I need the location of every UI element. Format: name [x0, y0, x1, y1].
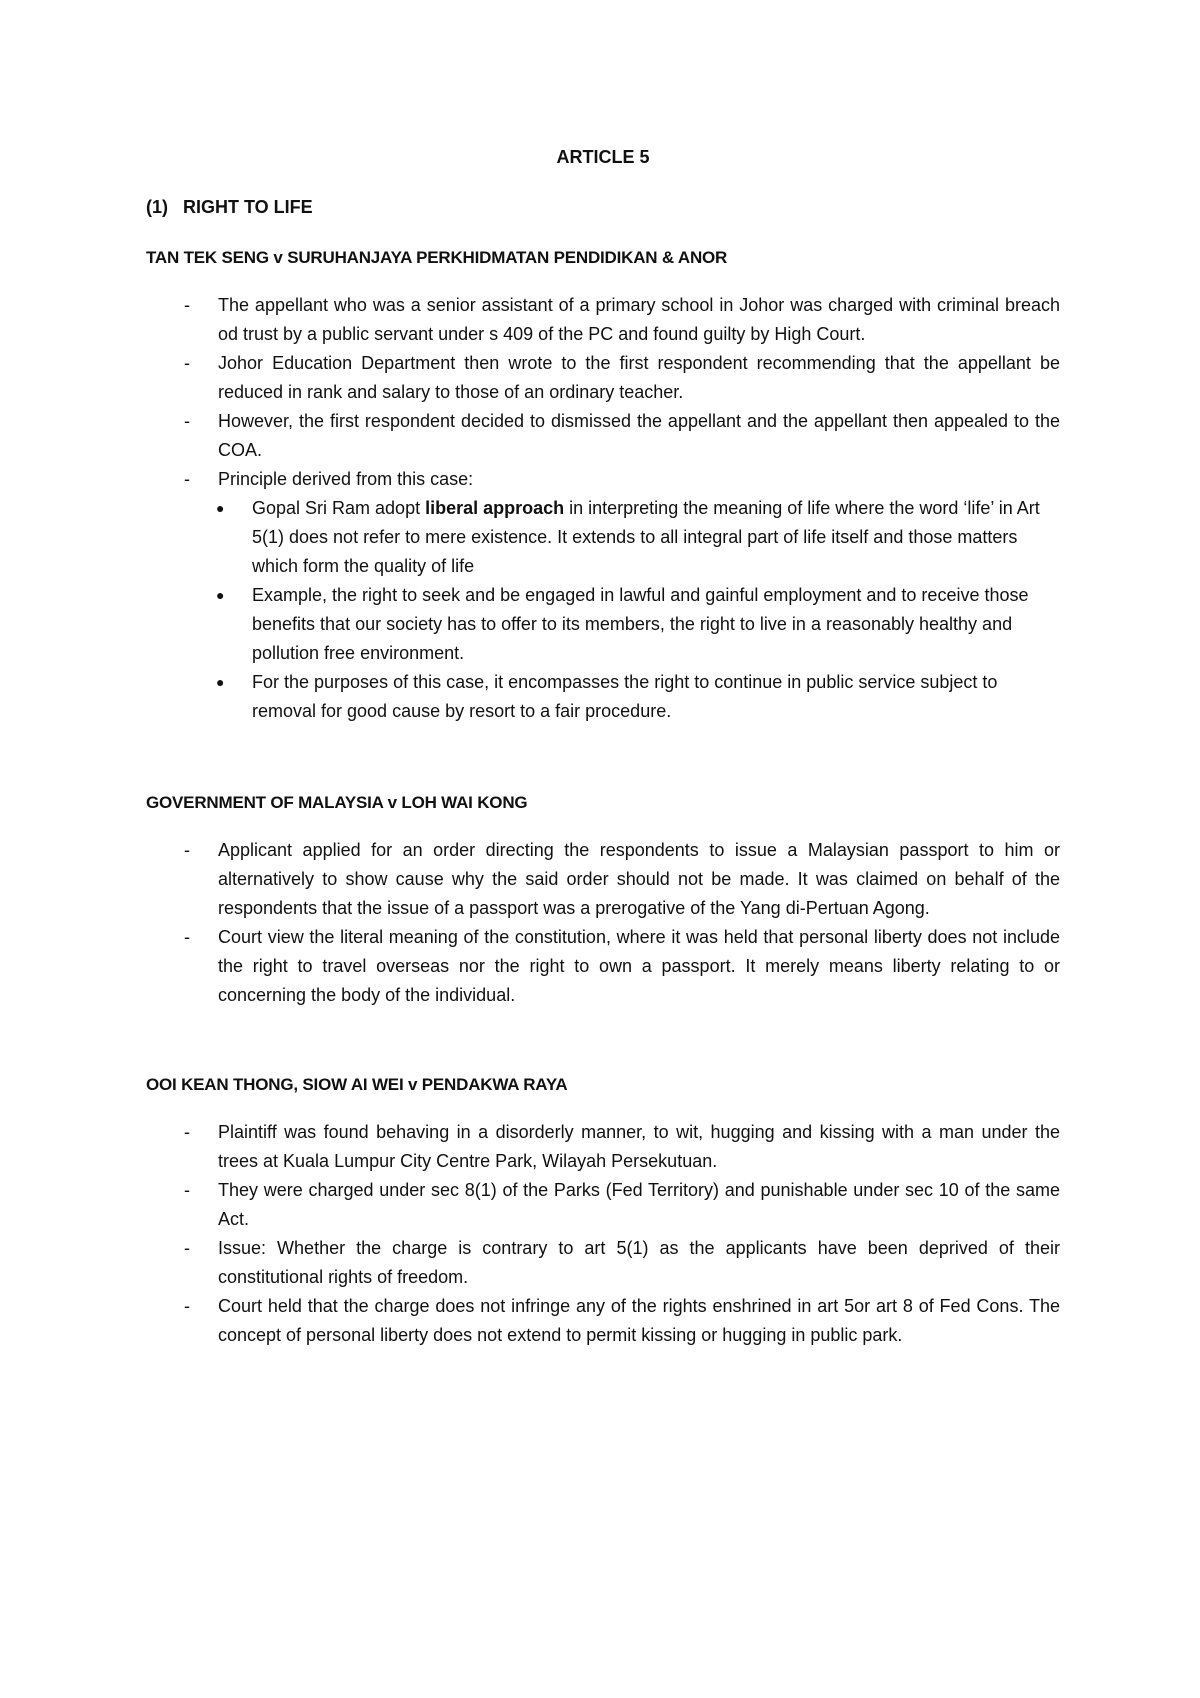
case-points-list	[146, 291, 1060, 494]
section-heading	[146, 193, 1060, 222]
dash-marker: -	[184, 1122, 190, 1142]
case-point	[146, 836, 1060, 923]
case-point-text: Issue: Whether the charge is contrary to art 5(1) as the applicants have been deprived of their constitutional rights of freedom.	[218, 1238, 1060, 1287]
principles-list	[216, 494, 1060, 726]
case-point-text: They were charged under sec 8(1) of the Parks (Fed Territory) and punishable under sec 10 of the same Act.	[218, 1180, 1060, 1229]
principles-wrapper	[146, 494, 1060, 726]
principle-text: For the purposes of this case, it encompasses the right to continue in public service subject to removal for good cause by resort to a fair procedure.	[252, 672, 998, 721]
principle-emphasis: liberal approach	[425, 498, 565, 518]
bullet-marker: ●	[216, 500, 225, 516]
dash-marker: -	[184, 927, 190, 947]
case-point	[146, 1234, 1060, 1292]
case-tan-tek-seng	[146, 243, 1060, 726]
dash-marker: -	[184, 353, 190, 373]
case-point	[146, 923, 1060, 1010]
case-point	[146, 1118, 1060, 1176]
dash-marker: -	[184, 1180, 190, 1200]
case-point	[146, 1176, 1060, 1234]
case-point-text: Johor Education Department then wrote to the first respondent recommending that the appellant be reduced in rank and salary to those of an ordinary teacher.	[218, 353, 1060, 402]
bullet-marker: ●	[216, 674, 225, 690]
case-points-list	[146, 1118, 1060, 1350]
principle-text: Example, the right to seek and be engaged in lawful and gainful employment and to receive those benefits that our society has to offer to its members, the right to live in a reasonably healthy and pollution free environment.	[252, 585, 1029, 663]
dash-marker: -	[184, 295, 190, 315]
case-point-text: The appellant who was a senior assistant of a primary school in Johor was charged with criminal breach od trust by a public servant under s 409 of the PC and found guilty by High Court.	[218, 295, 1060, 344]
case-point-text: Court view the literal meaning of the constitution, where it was held that personal liberty does not include the right to travel overseas nor the right to own a passport. It merely means liberty relating to or concerning the body of the individual.	[218, 927, 1060, 1005]
bullet-marker: ●	[216, 587, 225, 603]
dash-marker: -	[184, 840, 190, 860]
case-point	[146, 291, 1060, 349]
document-title: ARTICLE 5	[556, 147, 650, 167]
case-point-text: Applicant applied for an order directing the respondents to issue a Malaysian passport to him or alternatively to show cause why the said order should not be made. It was claimed on behalf of the respondents that the issue of a passport was a prerogative of the Yang di-Pertuan Agong.	[218, 840, 1060, 918]
dash-marker: -	[184, 1238, 190, 1258]
principle-text-start: Gopal Sri Ram adopt	[252, 498, 426, 518]
document-body	[146, 143, 1060, 1412]
dash-marker: -	[184, 411, 190, 431]
principle-item	[216, 494, 1060, 581]
principle-text-end: in interpreting the meaning of life where the word ‘life’ in Art 5(1) does not refer to mere existence. It extends to all integral part of life itself and those matters which form the quality of life	[252, 498, 1040, 576]
case-point	[146, 1292, 1060, 1350]
case-point-text: Plaintiff was found behaving in a disorderly manner, to wit, hugging and kissing with a man under the trees at Kuala Lumpur City Centre Park, Wilayah Persekutuan.	[218, 1122, 1060, 1171]
case-title: TAN TEK SENG v SURUHANJAYA PERKHIDMATAN PENDIDIKAN & ANOR	[146, 248, 728, 267]
principle-item	[216, 668, 1060, 726]
case-title: OOI KEAN THONG, SIOW AI WEI v PENDAKWA RAYA	[146, 1075, 568, 1094]
principle-item	[216, 581, 1060, 668]
section-label: RIGHT TO LIFE	[183, 197, 313, 217]
dash-marker: -	[184, 1296, 190, 1316]
case-points-list	[146, 836, 1060, 1010]
case-point	[146, 465, 1060, 494]
case-point	[146, 349, 1060, 407]
case-ooi-kean-thong	[146, 1070, 1060, 1350]
case-title: GOVERNMENT OF MALAYSIA v LOH WAI KONG	[146, 793, 528, 812]
case-point-text: Court held that the charge does not infringe any of the rights enshrined in art 5or art 8 of Fed Cons. The concept of personal liberty does not extend to permit kissing or hugging in public park.	[218, 1296, 1060, 1345]
case-point-text: Principle derived from this case:	[218, 469, 474, 489]
section-number: (1)	[146, 197, 168, 217]
case-point	[146, 407, 1060, 465]
case-loh-wai-kong	[146, 788, 1060, 1010]
dash-marker: -	[184, 469, 190, 489]
case-point-text: However, the first respondent decided to dismissed the appellant and the appellant then appealed to the COA.	[218, 411, 1060, 460]
